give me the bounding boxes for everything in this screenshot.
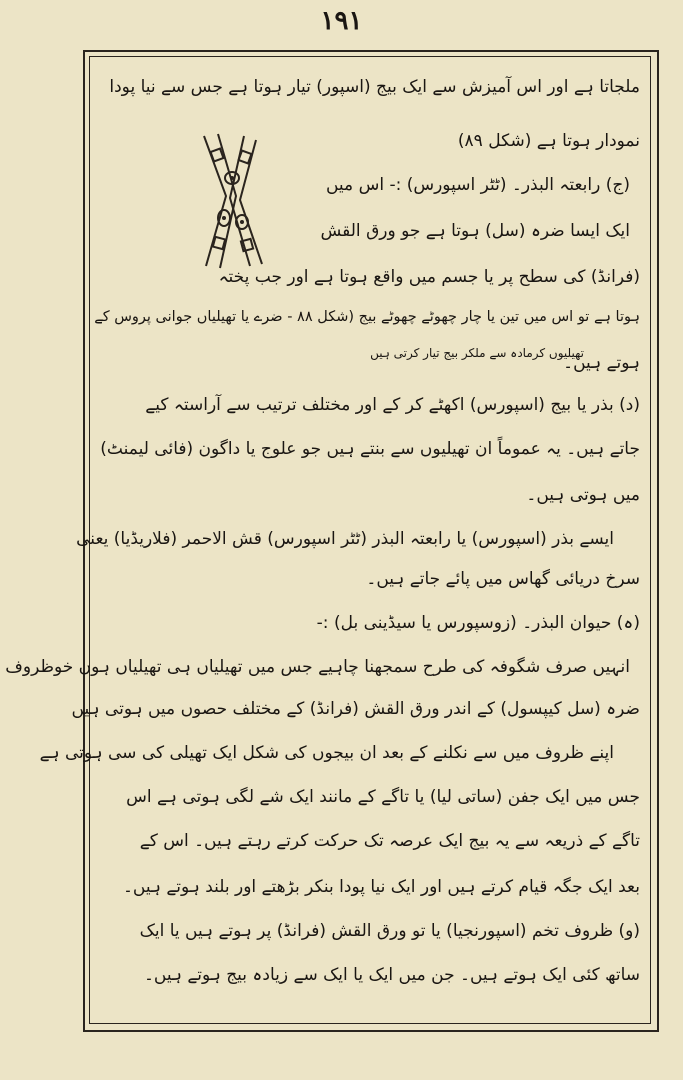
- text-line: نمودار ہوتا ہے (شکل ۸۹): [457, 131, 640, 151]
- text-line: سرخ دریائی گھاس میں پائے جاتے ہیں۔: [366, 569, 640, 589]
- text-line: میں ہوتی ہیں۔: [526, 485, 640, 505]
- text-line: (فرانڈ) کی سطح پر یا جسم میں واقع ہوتا ہے اور جب پختہ: [218, 267, 640, 287]
- text-line: ساتھ کئی ایک ہوتے ہیں۔ جن میں ایک یا ایک سے زیادہ بیج ہوتے ہیں۔: [143, 965, 640, 985]
- text-line: ضرہ (سل کیپسول) کے اندر ورق القش (فرانڈ) کے مختلف حصوں میں ہوتی ہیں: [71, 699, 640, 719]
- text-line: ہوتا ہے تو اس میں تین یا چار چھوٹے چھوٹے بیج (شکل ۸۸ - ضرے یا تھیلیاں جوانی پروس کے: [94, 309, 640, 325]
- text-line: ملجاتا ہے اور اس آمیزش سے ایک بیج (اسپور) تیار ہوتا ہے جس سے نیا پودا: [109, 77, 640, 97]
- text-line: بعد ایک جگہ قیام کرتے ہیں اور ایک نیا پودا بنکر بڑھتے اور بلند ہوتے ہیں۔: [122, 877, 640, 897]
- text-line: (د) بذر یا بیج (اسپورس) اکھٹے کر کے اور مختلف ترتیب سے آراستہ کیے: [145, 395, 640, 415]
- text-line: ایک ایسا ضرہ (سل) ہوتا ہے جو ورق القش: [320, 221, 630, 241]
- text-line: ہوتے ہیں۔: [563, 353, 640, 373]
- text-line: اپنے ظروف میں سے نکلنے کے بعد ان بیجوں کی شکل ایک تھیلی کی سی ہوتی ہے: [39, 743, 614, 763]
- text-line: ایسے بذر (اسپورس) یا رابعتہ البذر (ٹٹر اسپورس) قش الاحمر (فلاریڈیا) یعنی: [76, 529, 614, 549]
- text-line: (ج) رابعتہ البذر۔ (ٹٹر اسپورس) :- اس میں: [325, 175, 630, 195]
- footnote-line: تھیلیوں کرمادہ سے ملکر بیج تیار کرتی ہیں: [370, 346, 584, 360]
- text-line: تاگے کے ذریعہ سے یہ بیج ایک عرصہ تک حرکت کرتے رہتے ہیں۔ اس کے: [139, 831, 640, 851]
- page-number: ۱۹۱: [320, 6, 363, 36]
- text-line: جس میں ایک جفن (ساتی لیا) یا تاگے کے مانند ایک شے لگی ہوتی ہے اس: [126, 787, 640, 807]
- page-body: [5, 60, 644, 1015]
- text-line: (ہ) حیوان البذر۔ (زوسپورس یا سیڈینی بل) :-: [316, 613, 640, 633]
- text-line: (و) ظروف تخم (اسپورنجیا) یا تو ورق القش (فرانڈ) پر ہوتے ہیں یا ایک: [139, 921, 640, 941]
- text-line: انہیں صرف شگوفہ کی طرح سمجھنا چاہیے جس میں تھیلیاں ہی تھیلیاں ہوں خوظروف: [5, 657, 630, 677]
- text-line: جاتے ہیں۔ یہ عموماً ان تھیلیوں سے بنتے ہیں جو علوج یا داگون (فائی لیمنٹ): [100, 439, 640, 459]
